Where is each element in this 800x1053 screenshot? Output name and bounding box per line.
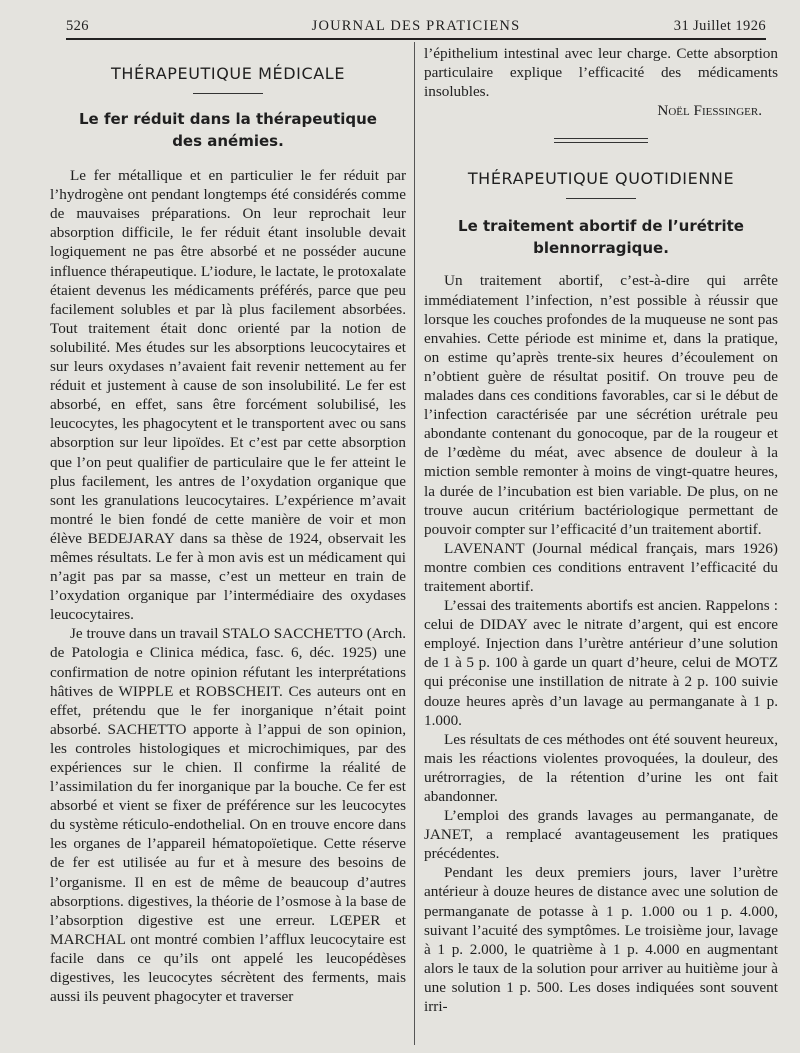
article-title-line-1: Le fer réduit dans la thérapeutique: [78, 110, 377, 129]
running-header: [66, 16, 766, 40]
paragraph: Pendant les deux premiers jours, laver l’urètre antérieur à douze heures de distance avec une solution de permanganate de potasse à 1 p. 1.000 ou 1 p. 4.000, suivant l’acuité des symptômes. Le troisième jour, lavage à 1 p. 2.000, le quatrième à 1 p. 4.000 en augmentant alors le taux de la solution pour arriver au huitième jour à une solution 1 p. 500. Les doses indiquées sont souvent irri-: [424, 864, 778, 1016]
issue-date: 31 Juillet 1926: [673, 18, 766, 34]
article-title-line-2: blennorragique.: [533, 239, 669, 258]
author-signature: Noël Fiessinger.: [657, 102, 762, 120]
left-column: [50, 44, 406, 1053]
article-title-line-1: Le traitement abortif de l’urétrite: [458, 217, 744, 236]
paragraph: LAVENANT (Journal médical français, mars 1926) montre combien ces conditions entravent l’efficacité du traitement abortif.: [424, 539, 778, 595]
paragraph: Le fer métallique et en particulier le fer réduit par l’hydrogène ont pendant longtemps été considérés comme de mauvaises préparations. On leur reprochait leur absorption difficile, le fer réduit étant insoluble devait logiquement ne pas être absorbé et ne posséder aucune influence thérapeutique. L’iodure, le lactate, le protoxalate étaient devenus les médicaments préférés, parce que peu facilement solubles et par là plus facilement absorbées. Tout traitement était donc orienté par la notion de solubilité. Mes études sur les absorptions leucocytaires et sur leurs oxydases n’avaient fait revenir nettement au fer réduit et justement à cause de son insolubilité. Le fer est absorbé, en effet, sans être forcément solubilisé, les leucocytes, les phagocytent et le transportent avec ou sans absorption sur leur lipoïdes. Et c’est par cette absorption que l’on peut qualifier de particulaire que le fer atteint le plus facilement, les antres de l’oxydation organique que sont les granulations leucocytaires. L’expérience m’avait montré le bien fondé de cette manière de voir et mon élève BEDEJARAY dans sa thèse de 1924, observait les mêmes résultats. Le fer à mon avis est un médicament qui n’agit pas par sa masse, c’est un metteur en train de l’oxydation organique par l’intermédiaire des oxydases leucocytaires.: [50, 167, 406, 624]
section-heading-medicale: THÉRAPEUTIQUE MÉDICALE: [110, 64, 346, 83]
paragraph: L’emploi des grands lavages au permanganate, de JANET, a remplacé avantageusement les pratiques précédentes.: [424, 807, 778, 863]
right-column: [424, 44, 778, 1053]
paragraph: Les résultats de ces méthodes ont été souvent heureux, mais les réactions violentes provoquées, la douleur, des urétrorragies, de la rétention d’urine les ont fait abandonner.: [424, 730, 778, 805]
column-divider: [414, 42, 415, 1045]
paragraph: L’essai des traitements abortifs est ancien. Rappelons : celui de DIDAY avec le nitrate d’argent, qui est encore employé. Injection dans l’urètre antérieur d’une solution de 1 à 5 p. 100 à garde un quart d’heure, celui de MOTZ qui préconise une instillation de nitrate à 2 p. 100 suivie douze heures après d’un lavage au permanganate à 1 p. 1.000.: [424, 597, 778, 729]
paragraph-continued: l’épithelium intestinal avec leur charge. Cette absorption particulaire explique l’efficacité des médicaments insolubles.: [424, 45, 778, 101]
page-number: 526: [66, 18, 89, 34]
paragraph: Un traitement abortif, c’est-à-dire qui arrête immédiatement l’infection, n’est possible à réussir que lorsque les couches profondes de la muqueuse ne sont pas envahies. Cette période est minime et, dans la pratique, on estime qu’après trente-six heures d’écoulement on n’obtient guère de résultat positif. On trouve peu de malades dans ces conditions favorables, car si le début de l’infection caractérisée par une sécrétion urétrale peu abondante contenant du gonocoque, par de la rougeur et de l’œdème du méat, avec absence de douleur à la miction semble remonter à moins de vingt-quatre heures, la durée de l’incubation est bien variable. De plus, on ne trouve aucun critérium bactériologique permettant de pouvoir compter sur l’efficacité d’un traitement abortif.: [424, 272, 778, 538]
journal-title: JOURNAL DES PRATICIENS: [311, 18, 521, 34]
article-title-line-2: des anémies.: [172, 132, 284, 151]
paragraph: Je trouve dans un travail STALO SACCHETTO (Arch. de Patologia e Clinica médica, fasc. 6, déc. 1925) une confirmation de notre opinion réfutant les interprétations hâtives de WIPPLE et ROBSCHEIT. Ces auteurs ont en effet, prétendu que le fer inorganique n’était point absorbé. SACHETTO apporte à l’appui de son opinion, les controles histologiques et microchimiques, par des expériences sur le chien. Il confirme la réalité de l’assimilation du fer inorganique par la bouche. Ce fer est absorbé et vient se fixer de préférence sur les leucocytes du système réticulo-endothelial. On en trouve encore dans les organes de l’appareil hématopoïetique. Cette réserve de fer est utilisée au fur et à mesure des besoins de l’organisme. Il en est de même de beaucoup d’autres absorptions. digestives, la théorie de l’osmose à la base de l’absorption digestive est une erreur. LŒPER et MARCHAL ont montré combien l’afflux leucocytaire est facile dans ce qu’ils ont appelé les leucopédèses digestives, les leucocytes sécrètent des ferments, mais aussi ils peuvent phagocyter et traverser: [50, 625, 406, 1006]
section-heading-quotidienne: THÉRAPEUTIQUE QUOTIDIENNE: [467, 169, 735, 189]
